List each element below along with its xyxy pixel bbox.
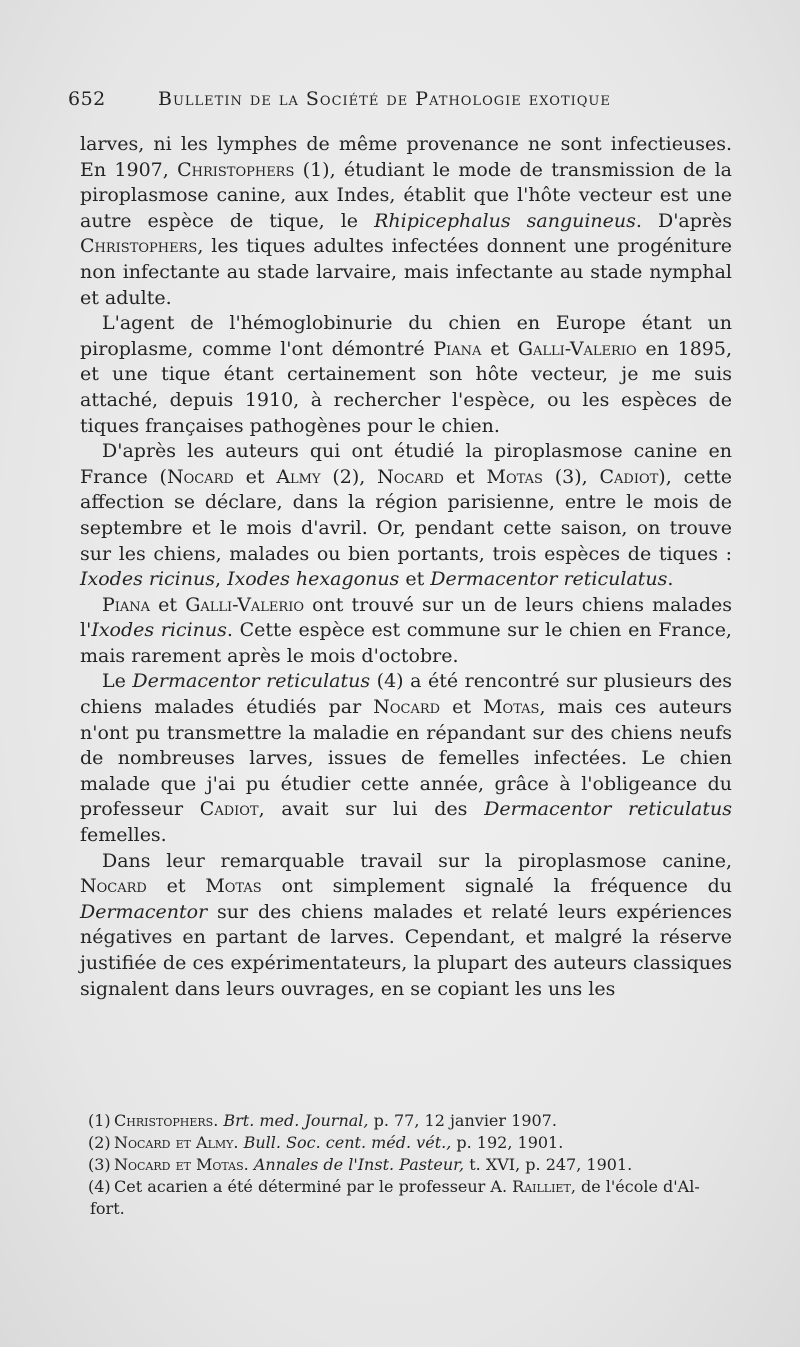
author-name: Christophers bbox=[177, 158, 295, 181]
text-run: et bbox=[146, 875, 206, 898]
citation-detail: t. XVI, p. 247, 1901. bbox=[469, 1155, 633, 1174]
journal-title: Brt. med. Journal, bbox=[223, 1111, 369, 1130]
species-name: Dermacentor reticulatus bbox=[484, 798, 732, 821]
species-name: Ixodes ricinus bbox=[80, 568, 215, 591]
citation-detail: p. 192, 1901. bbox=[456, 1133, 564, 1152]
paragraph-3 bbox=[80, 439, 732, 593]
text-run: et bbox=[440, 696, 484, 719]
author-name: Galli-Valerio bbox=[185, 593, 305, 616]
text-run: et bbox=[481, 337, 518, 360]
text-run: et bbox=[444, 465, 487, 488]
text-run: et bbox=[399, 568, 431, 591]
footnote-text: Cet acarien a été déterminé par le professeur A. bbox=[114, 1177, 513, 1196]
species-name: Dermacentor reticulatus bbox=[430, 568, 668, 591]
journal-title: Bull. Soc. cent. méd. vét., bbox=[243, 1133, 452, 1152]
text-run: en 1895, et une tique étant certainement son hôte vecteur, je me suis attaché, depuis 1910, à rechercher l'espèce, ou les espèces de tiques françaises pathogènes pour le chien. bbox=[80, 337, 732, 437]
footnote-text: , de l'école d'Al- bbox=[570, 1177, 700, 1196]
author-name: Galli-Valerio bbox=[517, 337, 637, 360]
footnote-number: (3) bbox=[88, 1155, 111, 1174]
text-run: L'agent de l'hémoglobinurie du chien en Europe étant un piroplasme, comme l'ont démontré bbox=[80, 312, 732, 360]
footnote-4 bbox=[88, 1176, 748, 1198]
footnotes bbox=[88, 1110, 748, 1220]
paragraph-5 bbox=[80, 669, 732, 848]
text-run: (2), bbox=[320, 465, 378, 488]
text-run: , bbox=[214, 568, 228, 591]
body-text bbox=[80, 132, 732, 1002]
author-name: Nocard bbox=[373, 696, 441, 719]
text-run: . bbox=[667, 568, 674, 591]
text-run: Le bbox=[102, 670, 133, 693]
text-run: D'après les auteurs qui ont étudié la piroplasmose canine en France ( bbox=[80, 440, 732, 488]
text-run: femelles. bbox=[80, 824, 167, 847]
paragraph-2 bbox=[80, 311, 732, 439]
author-name: Almy bbox=[276, 465, 321, 488]
citation-detail: p. 77, 12 janvier 1907. bbox=[373, 1111, 557, 1130]
footnote-number: (2) bbox=[88, 1133, 111, 1152]
footnote-2 bbox=[88, 1132, 748, 1154]
author-name: Christophers bbox=[80, 235, 198, 258]
author-name: Cadiot bbox=[599, 465, 659, 488]
text-run: , les tiques adultes infectées donnent une progéniture non infectante au stade larvaire, mais infectante au stade nymphal et adulte. bbox=[80, 235, 732, 309]
text-run: . D'après bbox=[635, 209, 732, 232]
author-name: Nocard bbox=[166, 465, 234, 488]
journal-title: Annales de l'Inst. Pasteur, bbox=[253, 1155, 465, 1174]
author-name: Nocard et Motas. bbox=[114, 1155, 249, 1174]
footnote-number: (1) bbox=[88, 1111, 111, 1130]
text-run: (3), bbox=[542, 465, 600, 488]
footnote-number: (4) bbox=[88, 1177, 111, 1196]
paragraph-6 bbox=[80, 849, 732, 1003]
species-name: Dermacentor bbox=[80, 900, 208, 923]
text-run: , mais ces auteurs n'ont pu transmettre la maladie en répandant sur des chiens neufs de nombreuses larves, issues de femelles infectées. Le chien malade que j'ai pu étudier cette année, grâce à l'obligeance du professeur bbox=[80, 696, 732, 821]
text-run: ont trouvé sur un de leurs chiens malades l' bbox=[80, 593, 732, 642]
author-name: Nocard bbox=[377, 465, 444, 488]
text-run: Dans leur remarquable travail sur la piroplasmose canine, bbox=[102, 849, 732, 872]
author-name: Nocard et Almy. bbox=[114, 1133, 239, 1152]
text-run: . Cette espèce est commune sur le chien en France, mais rarement après le mois d'octobre. bbox=[80, 619, 732, 667]
paragraph-4 bbox=[80, 593, 732, 670]
text-run: et bbox=[233, 465, 277, 488]
author-name: Cadiot bbox=[199, 798, 259, 821]
text-run: ont simplement signalé la fréquence du bbox=[261, 875, 732, 898]
text-run: et bbox=[150, 593, 186, 616]
species-name: Ixodes ricinus bbox=[91, 619, 227, 642]
species-name: Rhipicephalus sanguineus bbox=[374, 209, 636, 232]
author-name: Christophers. bbox=[114, 1111, 219, 1130]
species-name: Dermacentor reticulatus bbox=[132, 670, 371, 693]
text-run: (4) a été rencontré sur plusieurs des chiens malades étudiés par bbox=[80, 670, 733, 719]
author-name: Piana bbox=[433, 337, 482, 360]
author-name: Motas bbox=[483, 696, 540, 719]
footnote-4-continuation: fort. bbox=[90, 1199, 125, 1218]
page-number: 652 bbox=[68, 88, 106, 110]
author-name: Motas bbox=[205, 875, 262, 898]
text-run: (1), étudiant le mode de transmission de la piroplasmose canine, aux Indes, établit que l'hôte vecteur est une autre espèce de tique, le bbox=[80, 158, 732, 232]
author-name: Piana bbox=[102, 593, 151, 616]
footnote-3 bbox=[88, 1154, 748, 1176]
text-run: ), cette affection se déclare, dans la région parisienne, entre le mois de septembre et le mois d'avril. Or, pendant cette saison, on trouve sur les chiens, malades ou bien portants, trois espèces de tiques : bbox=[80, 465, 732, 565]
paragraph-1 bbox=[80, 132, 732, 311]
species-name: Ixodes hexagonus bbox=[227, 568, 400, 591]
running-title: Bulletin de la Société de Pathologie exotique bbox=[158, 88, 611, 110]
author-name: Motas bbox=[486, 465, 543, 488]
footnote-1 bbox=[88, 1110, 748, 1132]
text-run: sur des chiens malades et relaté leurs expériences négatives en partant de larves. Cependant, et malgré la réserve justifiée de ces expérimentateurs, la plupart des auteurs classiques signalent dans leurs ouvrages, en se copiant les uns les bbox=[80, 900, 732, 1000]
page-header bbox=[68, 82, 758, 122]
author-name: Nocard bbox=[80, 875, 147, 898]
text-run: larves, ni les lymphes de même provenance ne sont infectieuses. En 1907, bbox=[80, 133, 732, 181]
text-run: , avait sur lui des bbox=[258, 798, 485, 821]
author-name: Railliet bbox=[512, 1177, 571, 1196]
